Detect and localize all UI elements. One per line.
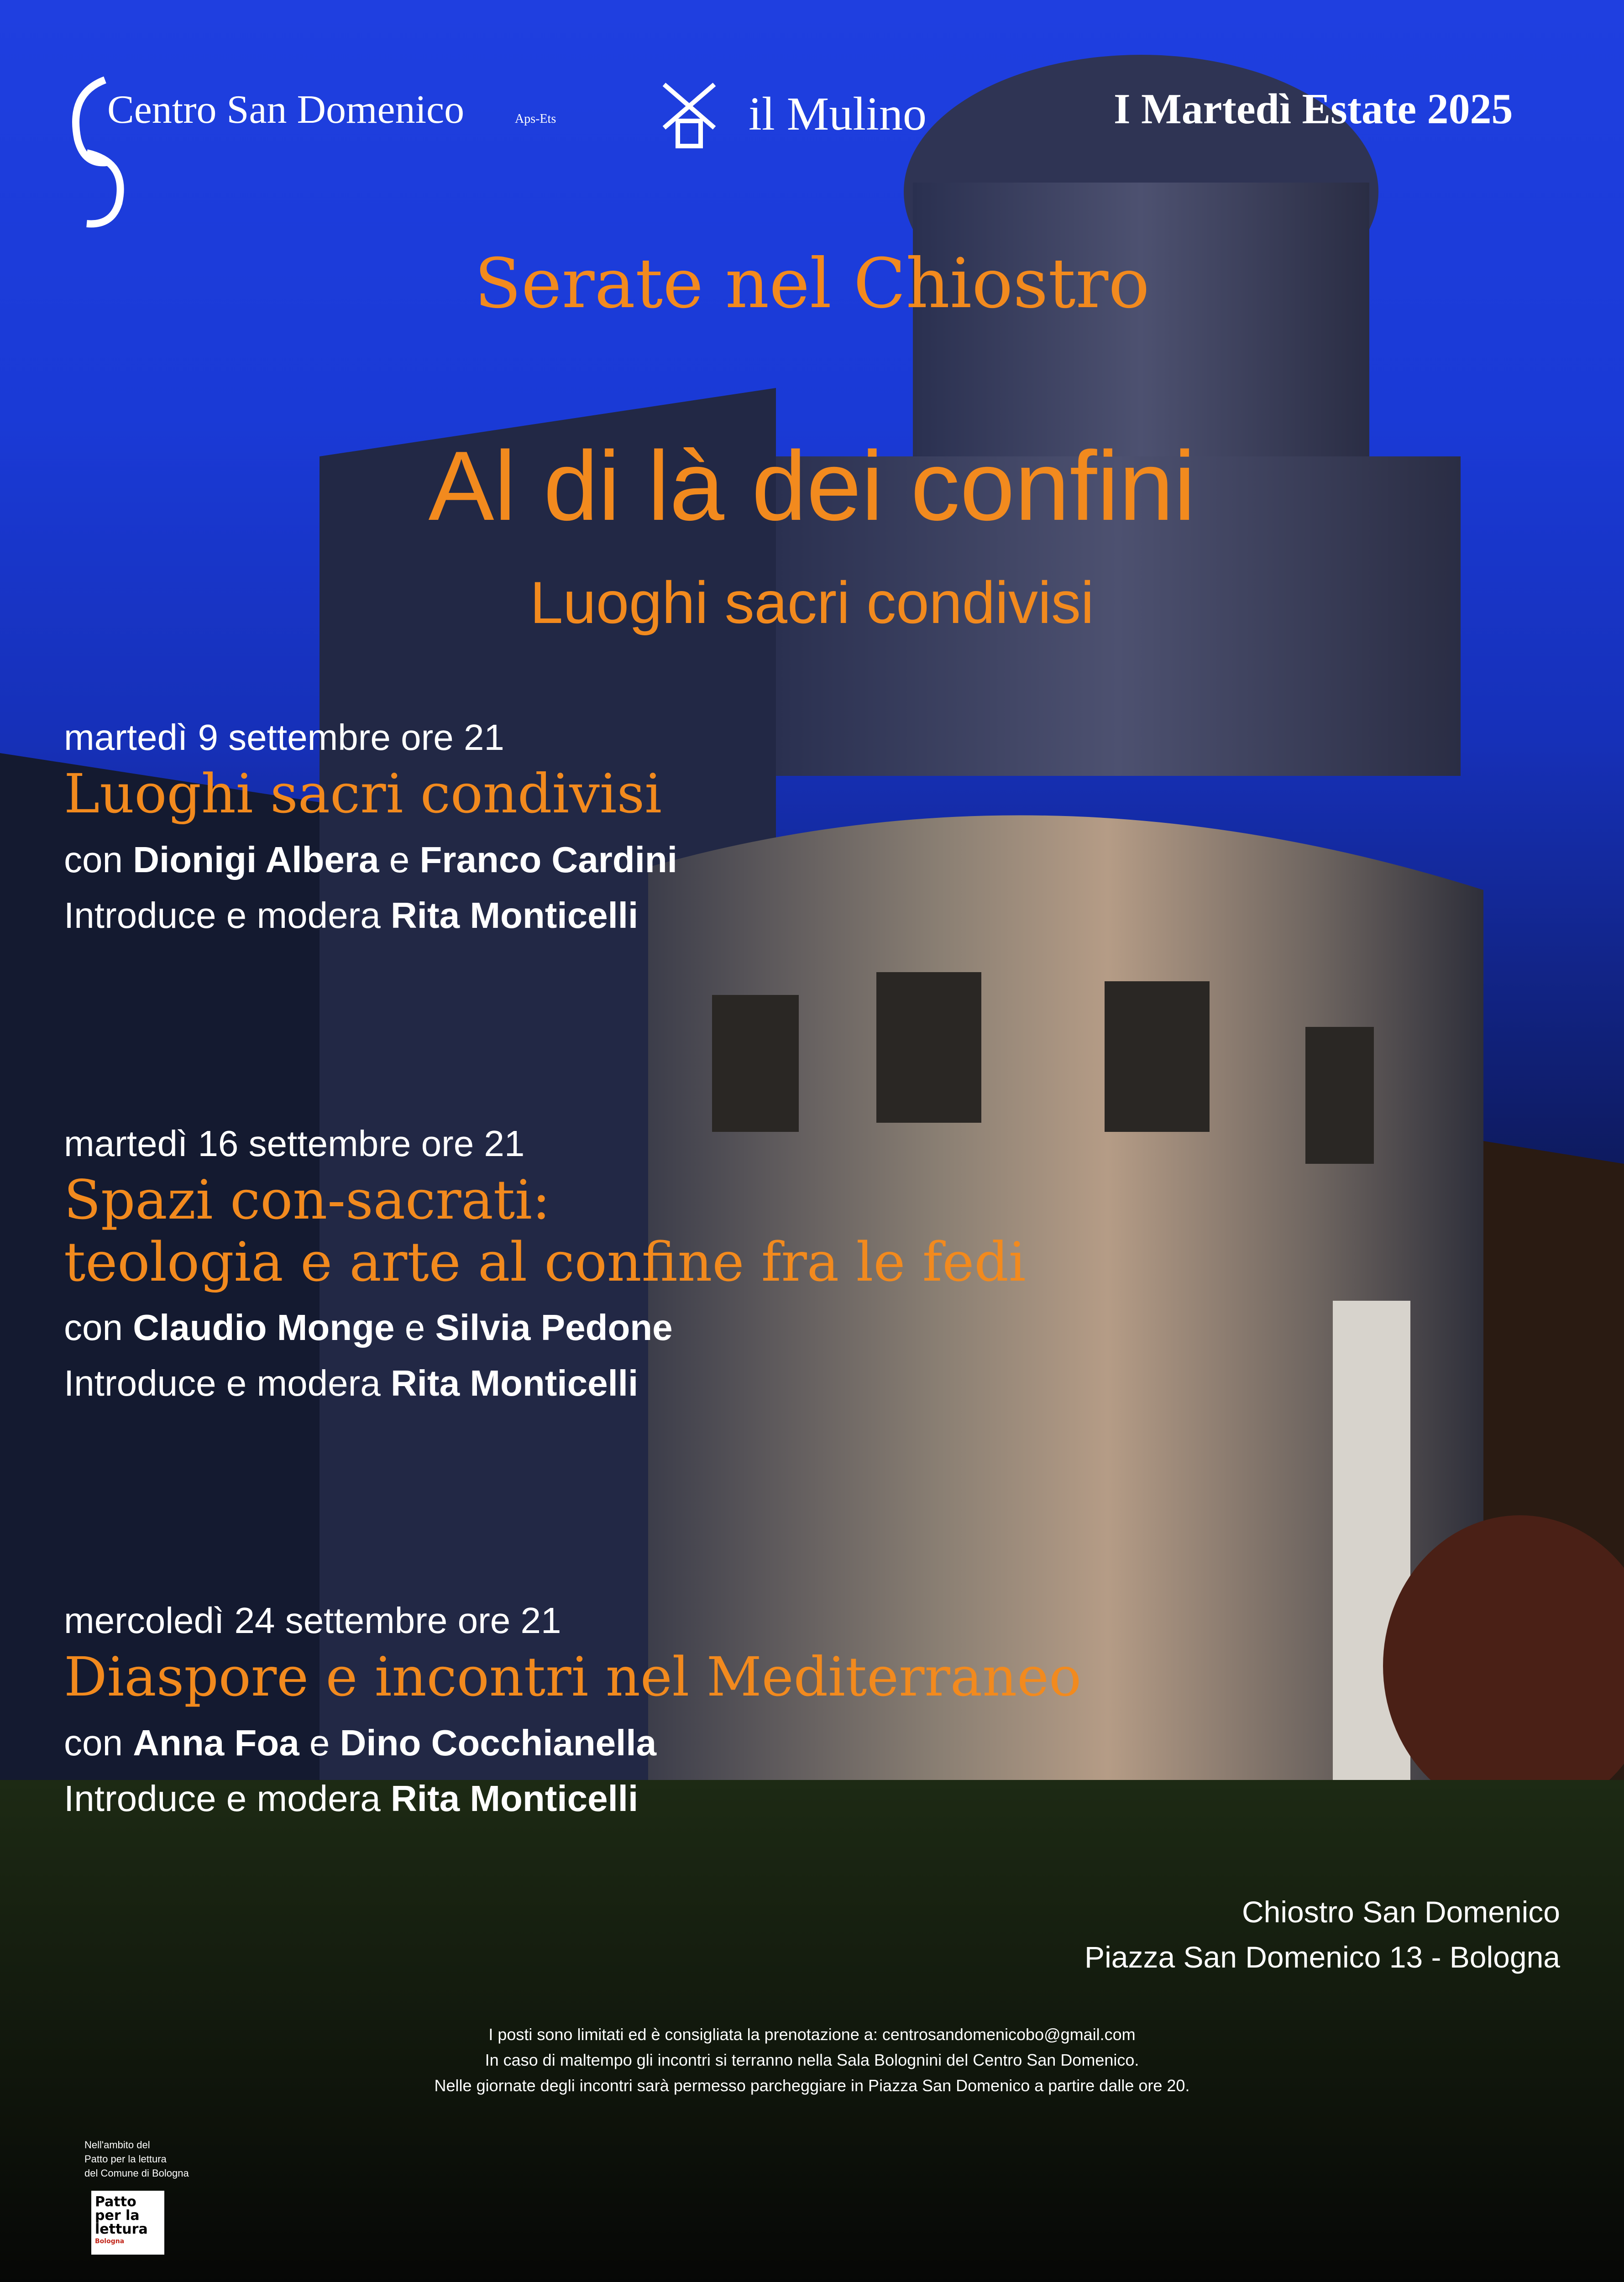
speaker: Claudio Monge: [133, 1307, 395, 1348]
event-title: Spazi con-sacrati: teologia e arte al confine fra le fedi: [64, 1168, 1026, 1293]
event-moderator: [64, 1778, 1433, 1820]
moderator-prefix: Introduce e modera: [64, 895, 381, 936]
patto-logo-text: Patto: [95, 2194, 136, 2210]
series-title: Serate nel Chiostro: [474, 244, 1150, 324]
event-speakers: [64, 1722, 1433, 1764]
moderator-name: Rita Monticelli: [390, 1778, 639, 1819]
patto-logo-city: Bologna: [95, 2238, 125, 2245]
org-name: Centro San Domenico: [107, 88, 465, 132]
subtitle: Luoghi sacri condivisi: [530, 569, 1094, 636]
event-date: martedì 9 settembre ore 21: [64, 717, 504, 758]
note-line: I posti sono limitati ed è consigliata la prenotazione a: centrosandomenicobo@gmail.com: [488, 2025, 1136, 2044]
venue: [1084, 1889, 1560, 1980]
event-2: [64, 1123, 1433, 1404]
speaker: Dionigi Albera: [133, 839, 379, 880]
main-title: Al di là dei confini: [428, 430, 1196, 541]
event-date: mercoledì 24 settembre ore 21: [64, 1600, 561, 1641]
and-connector: e: [404, 1307, 425, 1348]
moderator-prefix: Introduce e modera: [64, 1363, 381, 1404]
and-connector: e: [389, 839, 410, 880]
series-label: I Martedì Estate 2025: [1114, 85, 1513, 133]
note-line: In caso di maltempo gli incontri si terranno nella Sala Bolognini del Centro San Domenico.: [485, 2050, 1139, 2069]
event-moderator: [64, 1362, 1433, 1404]
venue-address: Piazza San Domenico 13 - Bologna: [1084, 1940, 1560, 1974]
patto-logo: [91, 2191, 164, 2255]
patto-note-line: Nell'ambito del: [84, 2139, 150, 2151]
event-speakers: [64, 839, 1433, 881]
and-connector: e: [309, 1722, 330, 1763]
venue-name: Chiostro San Domenico: [1242, 1895, 1560, 1929]
speaker: Dino Cocchianella: [340, 1722, 657, 1763]
speaker: Franco Cardini: [419, 839, 678, 880]
patto-note: [84, 2138, 189, 2180]
moderator-name: Rita Monticelli: [390, 895, 639, 936]
moderator-prefix: Introduce e modera: [64, 1778, 381, 1819]
patto-logo-text: per la: [95, 2208, 140, 2224]
event-moderator: [64, 895, 1433, 937]
note-line: Nelle giornate degli incontri sarà permesso parcheggiare in Piazza San Domenico a partire dalle ore 20.: [434, 2076, 1190, 2095]
patto-note-line: del Comune di Bologna: [84, 2167, 189, 2179]
speaker: Silvia Pedone: [435, 1307, 673, 1348]
event-speakers: [64, 1307, 1433, 1349]
speaker: Anna Foa: [133, 1722, 299, 1763]
event-1: [64, 717, 1433, 937]
with-prefix: con: [64, 1722, 123, 1763]
event-title: Luoghi sacri condivisi: [64, 762, 662, 825]
event-3: [64, 1600, 1433, 1820]
moderator-name: Rita Monticelli: [390, 1363, 639, 1404]
notes: [0, 2022, 1624, 2098]
patto-logo-text: lettura: [95, 2221, 148, 2237]
with-prefix: con: [64, 1307, 123, 1348]
patto-note-line: Patto per la lettura: [84, 2153, 167, 2165]
publisher-name: il Mulino: [749, 88, 927, 140]
windmill-icon: [657, 78, 721, 151]
org-suffix: Aps-Ets: [515, 112, 556, 126]
event-title: Diaspore e incontri nel Mediterraneo: [64, 1645, 1082, 1708]
with-prefix: con: [64, 839, 123, 880]
event-date: martedì 16 settembre ore 21: [64, 1123, 525, 1164]
